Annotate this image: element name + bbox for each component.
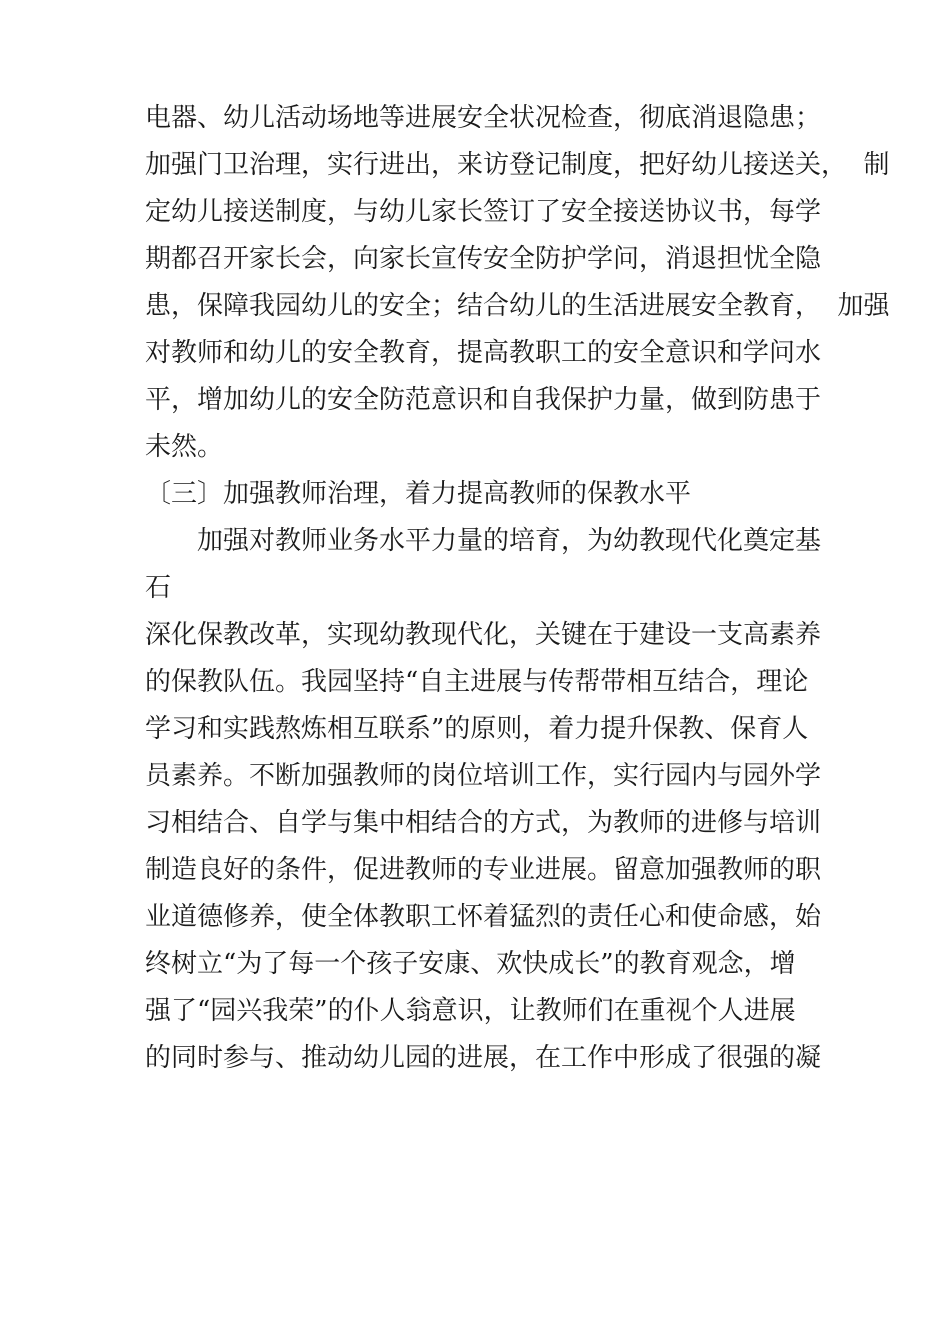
text-line: 未然。 bbox=[145, 432, 224, 462]
text-line: 对教师和幼儿的安全教育，提高教职工的安全意识和学问水 bbox=[145, 338, 822, 368]
text-line: 业道德修养，使全体教职工怀着猛烈的责任心和使命感，始 bbox=[145, 902, 822, 932]
text-line: 深化保教改革，实现幼教现代化，关键在于建设一支高素养 bbox=[145, 620, 822, 650]
text-line: 的同时参与、推动幼儿园的进展，在工作中形成了很强的凝 bbox=[145, 1043, 822, 1073]
text-line: 制造良好的条件，促进教师的专业进展。留意加强教师的职 bbox=[145, 855, 822, 885]
subsection-heading: 加强对教师业务水平力量的培育，为幼教现代化奠定基 bbox=[197, 526, 822, 556]
text-line: 强了“园兴我荣”的仆人翁意识，让教师们在重视个人进展 bbox=[145, 996, 796, 1026]
text-line: 终树立“为了每一个孩子安康、欢快成长”的教育观念，增 bbox=[145, 949, 796, 979]
section-heading: 〔三〕加强教师治理，着力提高教师的保教水平 bbox=[145, 479, 692, 509]
text-line: 的保教队伍。我园坚持“自主进展与传帮带相互结合，理论 bbox=[145, 667, 809, 697]
text-line: 习相结合、自学与集中相结合的方式，为教师的进修与培训 bbox=[145, 808, 822, 838]
text-line: 电器、幼儿活动场地等进展安全状况检查，彻底消退隐患； bbox=[145, 103, 822, 133]
subsection-heading-continued: 石 bbox=[145, 573, 172, 603]
text-line: 加强门卫治理，实行进出，来访登记制度，把好幼儿接送关， 制 bbox=[145, 150, 890, 180]
text-line: 期都召开家长会，向家长宣传安全防护学问，消退担忧全隐 bbox=[145, 244, 822, 274]
text-line: 患，保障我园幼儿的安全；结合幼儿的生活进展安全教育， 加强 bbox=[145, 291, 890, 321]
text-line: 员素养。不断加强教师的岗位培训工作，实行园内与园外学 bbox=[145, 761, 822, 791]
text-line: 定幼儿接送制度，与幼儿家长签订了安全接送协议书，每学 bbox=[145, 197, 822, 227]
text-line: 平，增加幼儿的安全防范意识和自我保护力量，做到防患于 bbox=[145, 385, 822, 415]
text-line: 学习和实践熬炼相互联系”的原则，着力提升保教、保育人 bbox=[145, 714, 809, 744]
